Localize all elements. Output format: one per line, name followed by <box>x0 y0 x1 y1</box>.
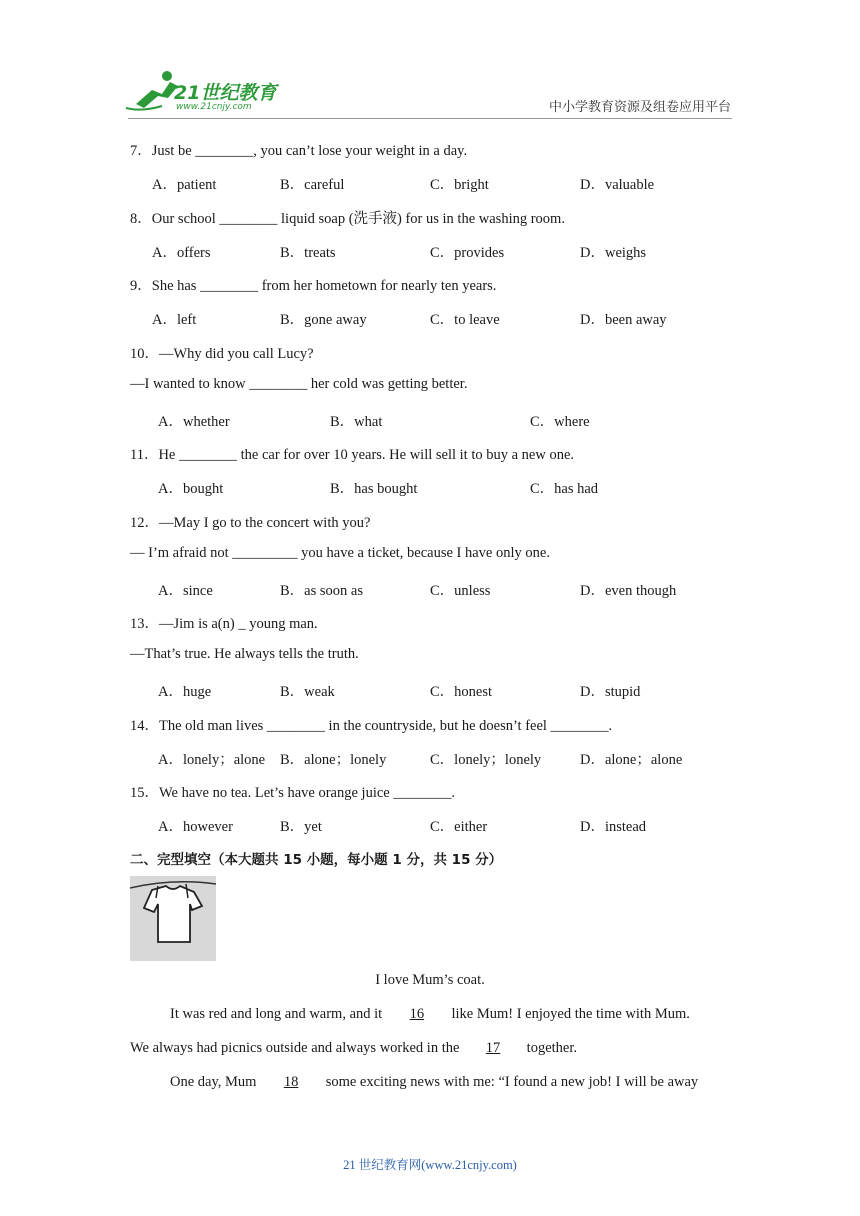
blank-16[interactable]: 16 <box>409 1006 425 1022</box>
q9-option-c[interactable]: C．to leave <box>430 312 500 328</box>
question-9-stem: 9．She has ________ from her hometown for nearly ten years. <box>130 278 497 294</box>
question-15-stem: 15．We have no tea. Let’s have orange juice ________. <box>130 785 455 801</box>
q15-option-d[interactable]: D．instead <box>580 819 647 835</box>
passage-text: One day, Mum <box>170 1074 261 1090</box>
passage-line-2 <box>130 1040 577 1057</box>
q15-option-a[interactable]: A．however <box>158 819 233 835</box>
passage-title: I love Mum’s coat. <box>375 972 485 988</box>
q14-option-b[interactable]: B．alone；lonely <box>280 752 387 768</box>
q12-option-d[interactable]: D．even though <box>580 583 677 599</box>
question-10-stem: 10．—Why did you call Lucy? <box>130 346 314 362</box>
question-8-stem: 8．Our school ________ liquid soap (洗手液) for us in the washing room. <box>130 211 565 227</box>
q8-option-b[interactable]: B．treats <box>280 245 336 261</box>
blank-18[interactable]: 18 <box>283 1074 299 1090</box>
question-13-stem: 13．—Jim is a(n) _ young man. <box>130 616 318 632</box>
blank-17[interactable]: 17 <box>485 1040 501 1056</box>
q7-option-a[interactable]: A．patient <box>152 177 217 193</box>
shirt-illustration <box>130 876 216 961</box>
q8-option-d[interactable]: D．weighs <box>580 245 647 261</box>
q11-option-b[interactable]: B．has bought <box>330 481 418 497</box>
shirt-on-line-icon <box>130 876 216 961</box>
q9-option-a[interactable]: A．left <box>152 312 197 328</box>
passage-text: It was red and long and warm, and it <box>170 1006 386 1022</box>
q13-option-b[interactable]: B．weak <box>280 684 335 700</box>
q8-option-c[interactable]: C．provides <box>430 245 505 261</box>
q10-option-c[interactable]: C．where <box>530 414 590 430</box>
q13-option-d[interactable]: D．stupid <box>580 684 641 700</box>
q15-option-c[interactable]: C．either <box>430 819 488 835</box>
section-2-heading: 二、完型填空（本大题共 15 小题，每小题 1 分，共 15 分） <box>130 852 503 868</box>
logo-text: 21世纪教育 <box>174 82 277 104</box>
q13-option-a[interactable]: A．huge <box>158 684 212 700</box>
footer-site[interactable]: 21 世纪教育网(www.21cnjy.com) <box>343 1158 517 1172</box>
passage-text: We always had picnics outside and always worked in the <box>130 1040 464 1056</box>
q10-option-b[interactable]: B．what <box>330 414 383 430</box>
q7-option-d[interactable]: D．valuable <box>580 177 655 193</box>
platform-name: 中小学教育资源及组卷应用平台 <box>549 100 732 115</box>
q9-option-d[interactable]: D．been away <box>580 312 667 328</box>
passage-text: some exciting news with me: “I found a new job! I will be away <box>322 1074 699 1090</box>
passage-line-3 <box>170 1074 698 1091</box>
q14-option-a[interactable]: A．lonely；alone <box>158 752 266 768</box>
passage-text: together. <box>523 1040 578 1056</box>
q14-option-c[interactable]: C．lonely；lonely <box>430 752 542 768</box>
question-12-stem: 12．—May I go to the concert with you? <box>130 515 371 531</box>
q7-option-b[interactable]: B．careful <box>280 177 345 193</box>
question-7-stem: 7．Just be ________, you can’t lose your weight in a day. <box>130 143 468 159</box>
q12-option-c[interactable]: C．unless <box>430 583 491 599</box>
logo <box>122 68 292 114</box>
question-11-stem: 11．He ________ the car for over 10 years. He will sell it to buy a new one. <box>130 447 575 463</box>
q9-option-b[interactable]: B．gone away <box>280 312 367 328</box>
question-12-stem-2: — I’m afraid not _________ you have a ticket, because I have only one. <box>130 545 550 561</box>
logo-url: www.21cnjy.com <box>176 102 252 112</box>
passage-text: like Mum! I enjoyed the time with Mum. <box>447 1006 690 1022</box>
q7-option-c[interactable]: C．bright <box>430 177 489 193</box>
header-divider <box>128 118 732 119</box>
q8-option-a[interactable]: A．offers <box>152 245 211 261</box>
question-14-stem: 14．The old man lives ________ in the countryside, but he doesn’t feel ________. <box>130 718 613 734</box>
q14-option-d[interactable]: D．alone；alone <box>580 752 683 768</box>
q12-option-a[interactable]: A．since <box>158 583 213 599</box>
q11-option-a[interactable]: A．bought <box>158 481 224 497</box>
q12-option-b[interactable]: B．as soon as <box>280 583 363 599</box>
question-13-stem-2: —That’s true. He always tells the truth. <box>130 646 359 662</box>
q11-option-c[interactable]: C．has had <box>530 481 599 497</box>
q15-option-b[interactable]: B．yet <box>280 819 322 835</box>
question-10-stem-2: —I wanted to know ________ her cold was getting better. <box>130 376 468 392</box>
q10-option-a[interactable]: A．whether <box>158 414 230 430</box>
passage-line-1 <box>170 1006 690 1023</box>
q13-option-c[interactable]: C．honest <box>430 684 493 700</box>
